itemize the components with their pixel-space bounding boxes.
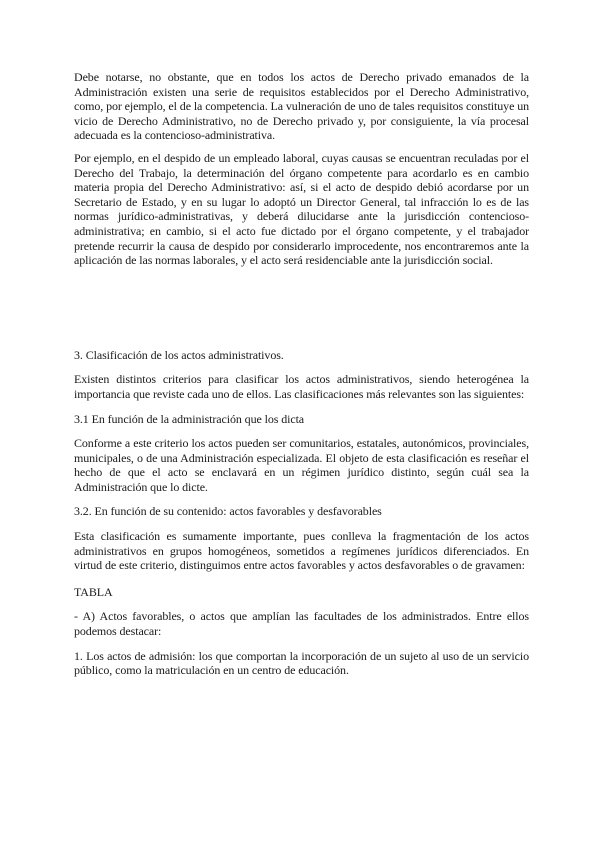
paragraph-admission-acts: 1. Los actos de admisión: los que comportan la incorporación de un sujeto al uso de un servicio público, como la matriculación en un centro de educación. [74, 648, 529, 678]
paragraph-favorable-unfavorable: Esta clasificación es sumamente importante, pues conlleva la fragmentación de los actos administrativos en grupos homogéneos, sometidos a regímenes jurídicos diferenciados. En virtud de este criterio, distinguimos entre actos favorables y actos desfavorables o de gravamen: [74, 529, 529, 573]
paragraph-private-law-acts: Debe notarse, no obstante, que en todos los actos de Derecho privado emanados de la Administración existen una serie de requisitos establecidos por el Derecho Administrativo, como, por ejemplo, el de la competencia. La vulneración de uno de tales requisitos constituye un vicio de Derecho Administrativo, no de Derecho privado y, por consiguiente, la vía procesal adecuada es la contencioso-administrativa. [74, 70, 529, 143]
blank-space [74, 268, 529, 348]
tabla-label: TABLA [74, 584, 113, 599]
paragraph-administration-criterion: Conforme a este criterio los actos pueden ser comunitarios, estatales, autonómicos, provinciales, municipales, o de una Administración especializada. El objeto de esta clasificación es reseñar el hecho de que el acto se enclavará en un régimen jurídico distinto, según cuál sea la Administración que lo dicte. [74, 436, 529, 494]
subheading-administration: 3.1 En función de la administración que los dicta [74, 411, 305, 426]
paragraph-criteria: Existen distintos criterios para clasificar los actos administrativos, siendo heterogénea la importancia que reviste cada uno de ellos. Las clasificaciones más relevantes son las siguientes: [74, 372, 529, 401]
paragraph-dismissal-example: Por ejemplo, en el despido de un empleado laboral, cuyas causas se encuentran reculadas por el Derecho del Trabajo, la determinación del órgano competente para acordarlo es en cambio materia propia del Derecho Administrativo: así, si el acto de despido debió acordarse por un Secretario de Estado, y en su lugar lo adoptó un Director General, tal infracción lo es de las normas jurídico-administrativas, y deberá dilucidarse ante la jurisdicción contencioso-administrativa; en cambio, si el acto fue dictado por el órgano competente, y el trabajador pretende recurrir la causa de despido por considerarlo improcedente, nos encontraremos ante la aplicación de las normas laborales, y el acto será residenciable ante la jurisdicción social. [74, 150, 529, 268]
subheading-content: 3.2. En función de su contenido: actos favorables y desfavorables [74, 504, 382, 519]
section-heading-classification: 3. Clasificación de los actos administrativos. [74, 347, 284, 362]
paragraph-favorable-acts: - A) Actos favorables, o actos que amplían las facultades de los administrados. Entre ellos podemos destacar: [74, 609, 529, 639]
document-page [74, 70, 529, 678]
